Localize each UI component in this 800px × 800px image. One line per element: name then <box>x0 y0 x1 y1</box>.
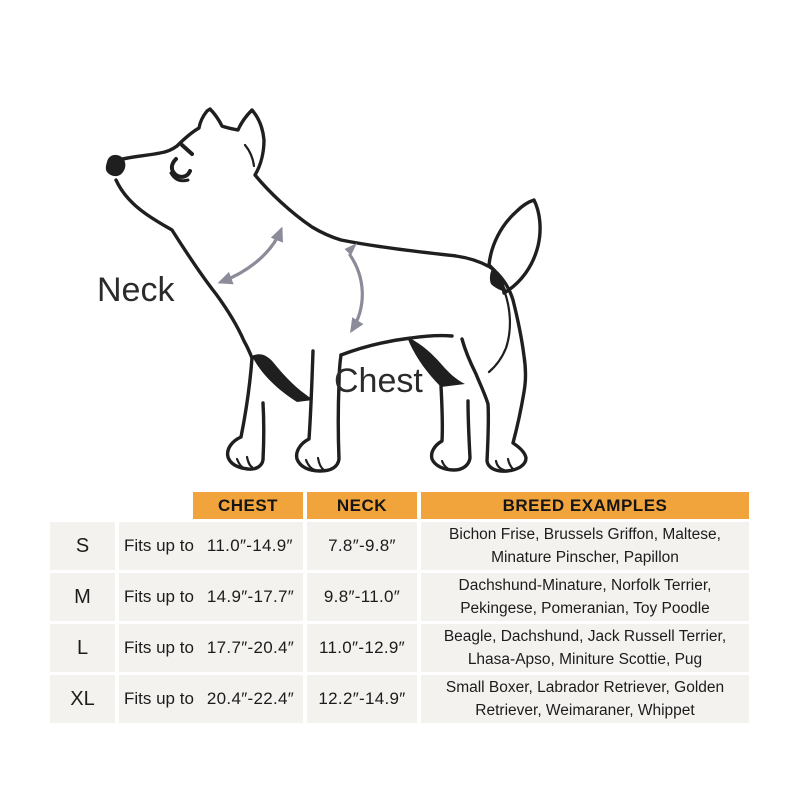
breeds-cell-m: Dachshund-Minature, Norfolk Terrier, Pekingese, Pomeranian, Toy Poodle <box>421 573 749 621</box>
breeds-cell-s: Bichon Frise, Brussels Griffon, Maltese, Minature Pinscher, Papillon <box>421 522 749 570</box>
size-chart-table <box>50 492 749 723</box>
neck-cell-m: 9.8″-11.0″ <box>307 573 417 621</box>
neck-cell-xl: 12.2″-14.9″ <box>307 675 417 723</box>
dog-eye <box>172 159 190 177</box>
breeds-cell-l: Beagle, Dachshund, Jack Russell Terrier, Lhasa-Apso, Miniture Scottie, Pug <box>421 624 749 672</box>
size-cell-l: L <box>50 624 115 672</box>
chest-cell-l <box>119 624 303 672</box>
chest-measure-arrow <box>350 255 362 330</box>
size-cell-xl: XL <box>50 675 115 723</box>
header-cell-breeds: BREED EXAMPLES <box>421 492 749 519</box>
header-spacer <box>50 492 115 519</box>
fits-up-to-label: Fits up to <box>124 689 194 708</box>
chest-arrow-top-head <box>345 243 357 255</box>
chest-cell-xl <box>119 675 303 723</box>
dog-brow <box>182 145 192 154</box>
breeds-cell-xl: Small Boxer, Labrador Retriever, Golden Retriever, Weimaraner, Whippet <box>421 675 749 723</box>
fits-up-to-label: Fits up to <box>124 536 194 555</box>
dog-far-front-leg <box>228 358 264 469</box>
chest-range: 17.7″-20.4″ <box>206 638 295 657</box>
size-cell-m: M <box>50 573 115 621</box>
dog-near-rear-leg <box>462 267 526 471</box>
chest-cell-s <box>119 522 303 570</box>
neck-cell-s: 7.8″-9.8″ <box>307 522 417 570</box>
chest-cell-m <box>119 573 303 621</box>
chest-range: 20.4″-22.4″ <box>206 689 295 708</box>
fits-up-to-label: Fits up to <box>124 587 194 606</box>
chest-range: 11.0″-14.9″ <box>206 536 293 555</box>
neck-cell-l: 11.0″-12.9″ <box>307 624 417 672</box>
size-cell-s: S <box>50 522 115 570</box>
header-cell-neck: NECK <box>307 492 417 519</box>
fits-up-to-label: Fits up to <box>124 638 194 657</box>
chest-range: 14.9″-17.7″ <box>206 587 295 606</box>
neck-label: Neck <box>97 271 175 309</box>
header-cell-chest: CHEST <box>193 492 303 519</box>
dog-face <box>106 145 192 181</box>
dog-body-outline <box>112 109 490 358</box>
chest-label: Chest <box>334 362 423 400</box>
dog-nose <box>106 155 126 176</box>
dog-far-rear-leg <box>432 386 470 470</box>
front-leg-shadow <box>252 354 313 402</box>
neck-measure-arrow <box>221 230 281 282</box>
